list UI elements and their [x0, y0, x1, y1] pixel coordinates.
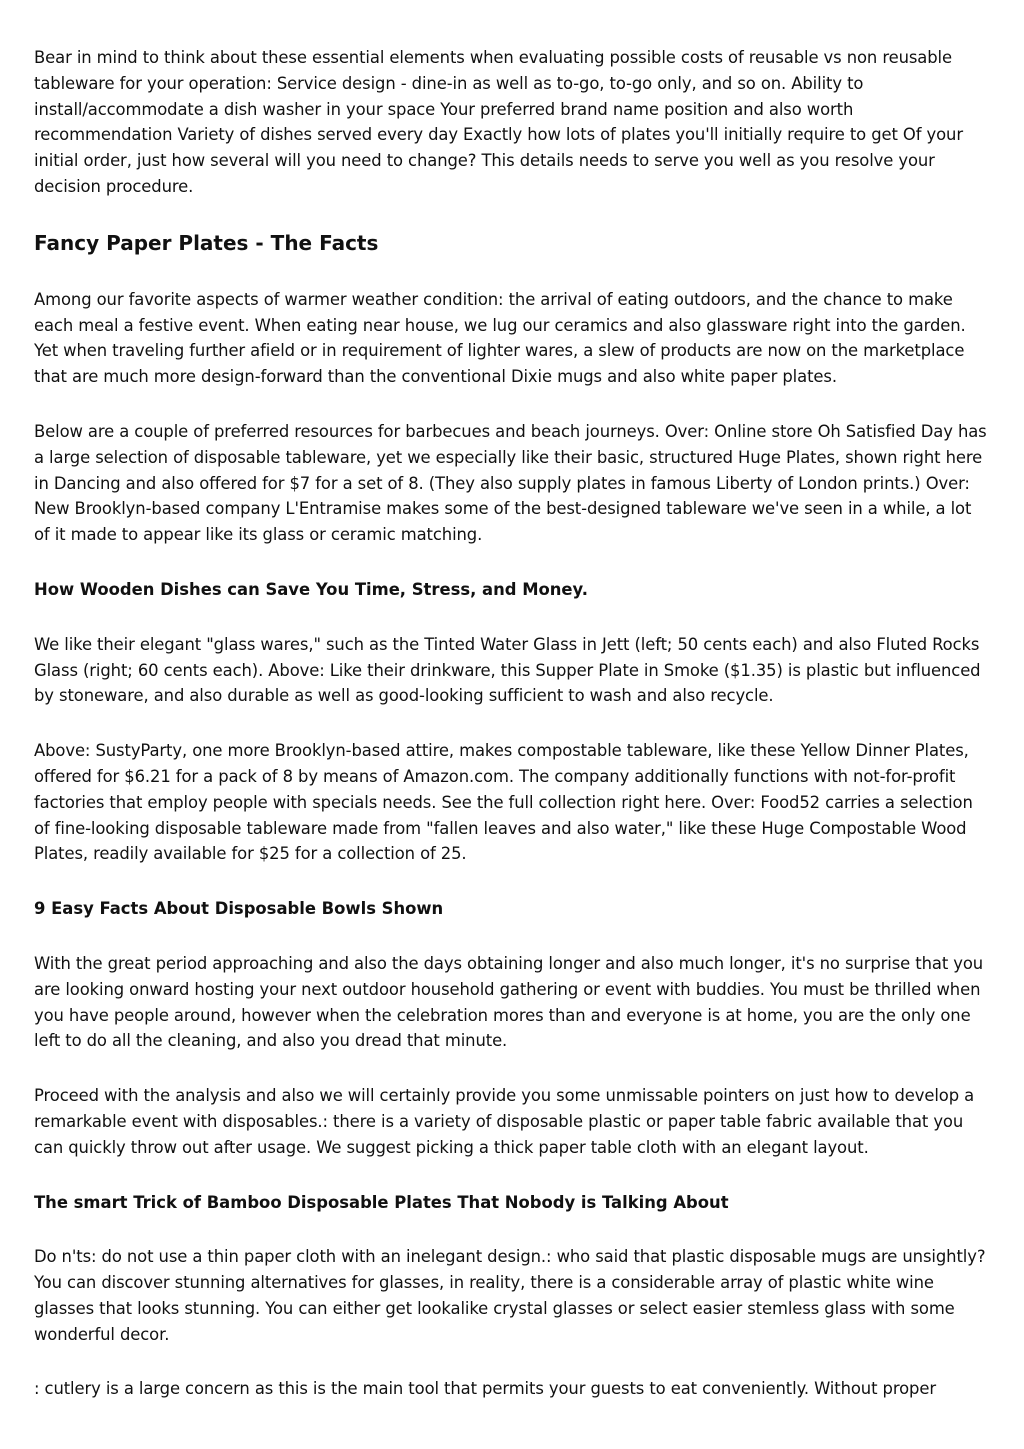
paragraph-donts: Do n'ts: do not use a thin paper cloth with an inelegant design.: who said that plastic disposable mugs are unsightly? You can discover stunning alternatives for glasses, in reality, there is a considerable array of plastic white wine glasses that looks stunning. You can either get lookalike crystal glasses or select easier stemless glass with some wonderful decor.	[34, 1247, 986, 1344]
heading-wooden-dishes: How Wooden Dishes can Save You Time, Stress, and Money.	[34, 579, 588, 599]
heading-fancy-paper-plates: Fancy Paper Plates - The Facts	[34, 230, 379, 255]
heading-disposable-bowls: 9 Easy Facts About Disposable Bowls Shown	[34, 899, 444, 919]
intro-paragraph: Bear in mind to think about these essential elements when evaluating possible costs of reusable vs non reusable tableware for your operation: Service design - dine-in as well as to-go, to-go only, and so on. Ability to install/accommodate a dish washer in your space Your preferred brand name position and also worth recommendation Variety of dishes served every day Exactly how lots of plates you'll initially require to get Of your initial order, just how several will you need to change? This details needs to serve you well as you resolve your decision procedure.	[34, 48, 963, 196]
paragraph-great-period: With the great period approaching and also the days obtaining longer and also much longer, it's no surprise that you are looking onward hosting your next outdoor household gathering or event with buddies. You must be thrilled when you have people around, however when the celebration mores than and everyone is at home, you are the only one left to do all the cleaning, and also you dread that minute.	[34, 953, 984, 1051]
paragraph-cutlery: : cutlery is a large concern as this is the main tool that permits your guests to eat conveniently. Without proper	[34, 1379, 936, 1399]
paragraph-warmer-weather: Among our favorite aspects of warmer weather condition: the arrival of eating outdoors, and the chance to make each meal a festive event. When eating near house, we lug our ceramics and also glassware right into the garden. Yet when traveling further afield or in requirement of lighter wares, a slew of products are now on the marketplace that are much more design-forward than the conventional Dixie mugs and also white paper plates.	[34, 289, 966, 387]
paragraph-sustyparty: Above: SustyParty, one more Brooklyn-based attire, makes compostable tableware, like these Yellow Dinner Plates, offered for $6.21 for a pack of 8 by means of Amazon.com. The company additionally functions with not-for-profit factories that employ people with specials needs. See the full collection right here. Over: Food52 carries a selection of fine-looking disposable tableware made from "fallen leaves and also water," like these Huge Compostable Wood Plates, readily available for $25 for a collection of 25.	[34, 741, 973, 864]
paragraph-resources: Below are a couple of preferred resources for barbecues and beach journeys. Over: Online store Oh Satisfied Day has a large selection of disposable tableware, yet we especially like their basic, structured Huge Plates, shown right here in Dancing and also offered for $7 for a set of 8. (They also supply plates in famous Liberty of London prints.) Over: New Brooklyn-based company L'Entramise makes some of the best-designed tableware we've seen in a while, a lot of it made to appear like its glass or ceramic matching.	[34, 421, 987, 545]
paragraph-glass-wares: We like their elegant "glass wares," such as the Tinted Water Glass in Jett (left; 50 cents each) and also Fluted Rocks Glass (right; 60 cents each). Above: Like their drinkware, this Supper Plate in Smoke ($1.35) is plastic but influenced by stoneware, and also durable as well as good-looking sufficient to wash and also recycle.	[34, 634, 981, 706]
heading-bamboo-plates: The smart Trick of Bamboo Disposable Plates That Nobody is Talking About	[34, 1192, 729, 1212]
paragraph-analysis: Proceed with the analysis and also we will certainly provide you some unmissable pointers on just how to develop a remarkable event with disposables.: there is a variety of disposable plastic or paper table fabric available that you can quickly throw out after usage. We suggest picking a thick paper table cloth with an elegant layout.	[34, 1086, 975, 1157]
